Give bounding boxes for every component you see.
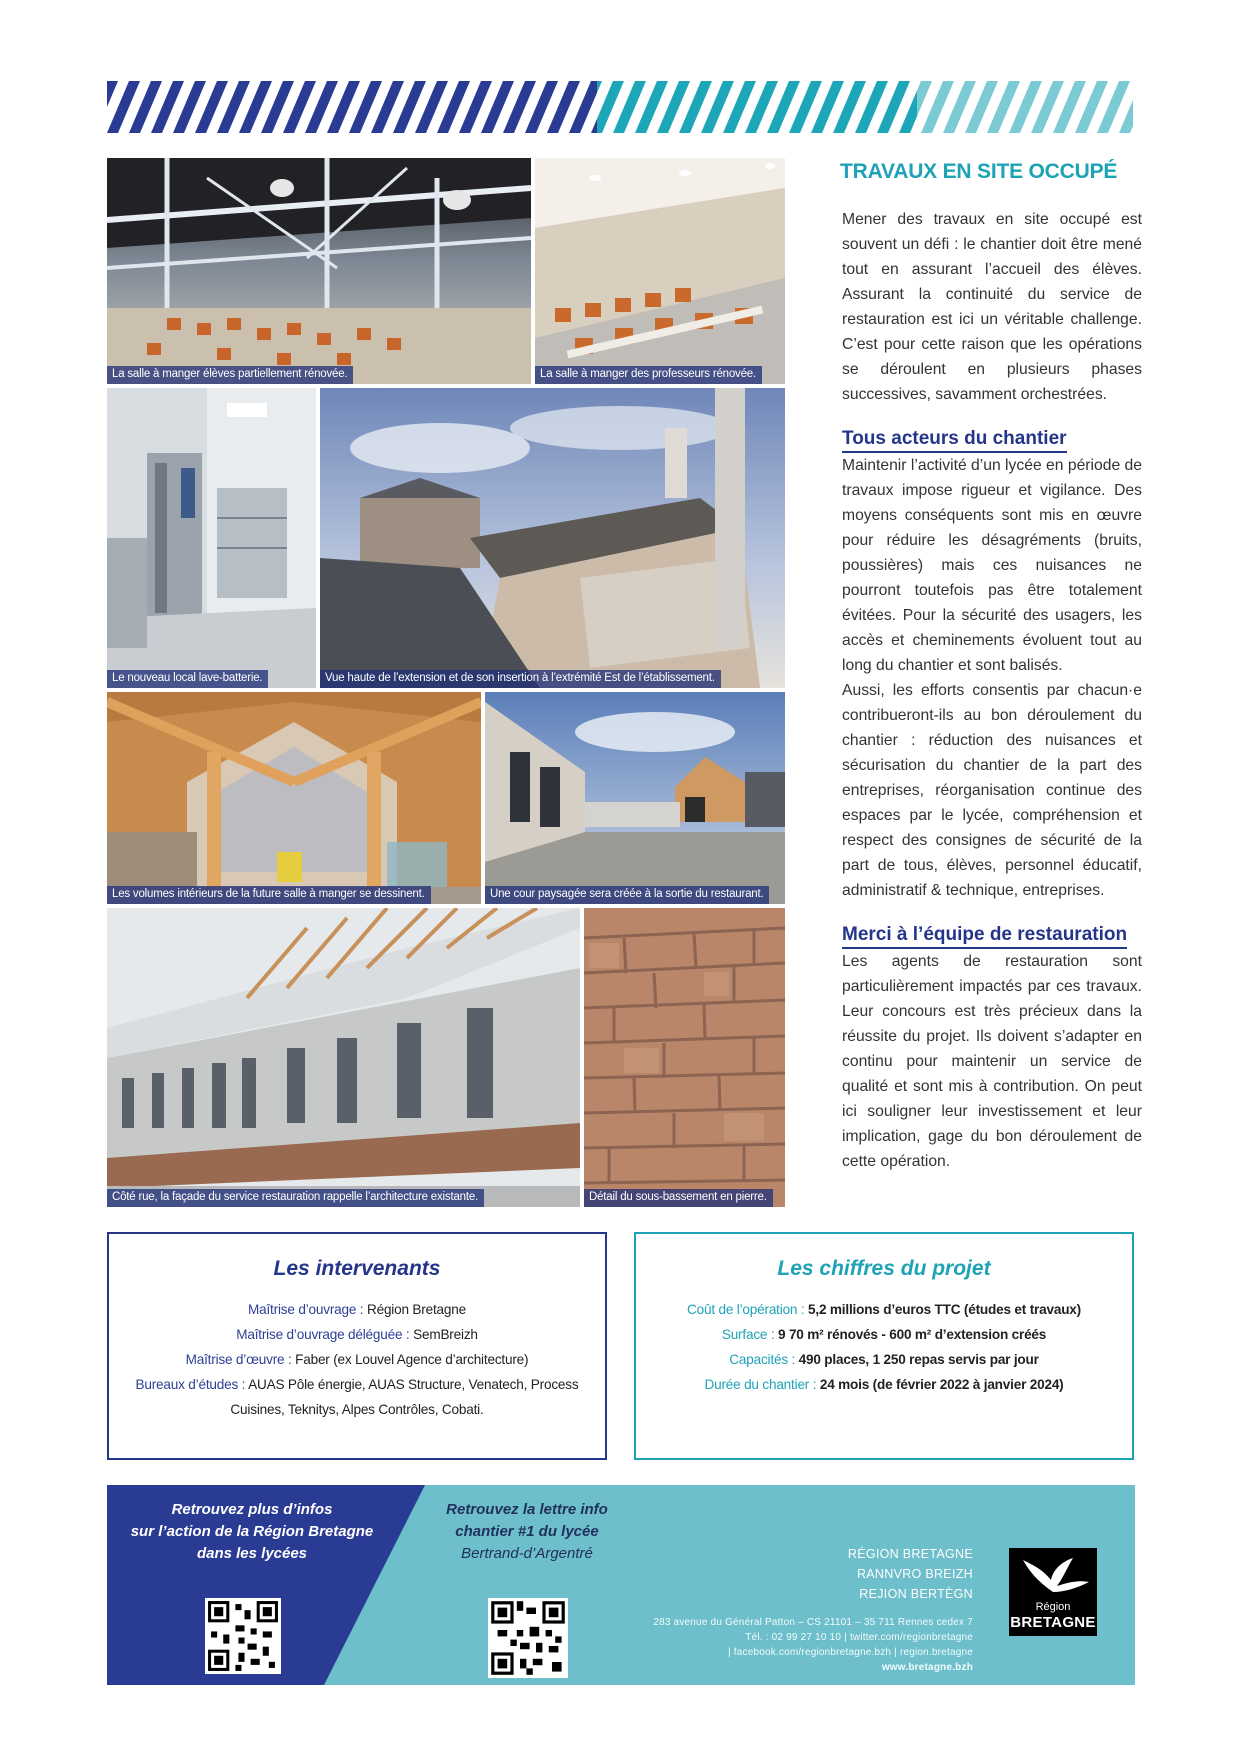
- footer-left-text: [117, 1499, 387, 1565]
- qr-code-lettre-info[interactable]: [488, 1598, 568, 1678]
- chiffre-row: [636, 1347, 1132, 1372]
- chiffre-value: 490 places, 1 250 repas servis par jour: [795, 1352, 1039, 1367]
- photo-caption: Détail du sous-bassement en pierre.: [584, 1189, 773, 1207]
- footer-left-line: dans les lycées: [196, 1545, 308, 1562]
- region-name-br: RANNVRO BREIZH: [856, 1567, 973, 1581]
- chiffres-title: Les chiffres du projet: [777, 1257, 991, 1280]
- photo-interior-volumes: [107, 692, 481, 904]
- footer-left-line: Retrouvez plus d’infos: [171, 1501, 333, 1518]
- article-column: [842, 160, 1142, 1174]
- photo-caption: La salle à manger des professeurs rénovée.: [535, 366, 762, 384]
- region-contact: [653, 1615, 973, 1675]
- intervenant-value: Région Bretagne: [363, 1302, 466, 1317]
- section-restauration-paragraph: Les agents de restauration sont particulièrement impactés par ces travaux. Leur concours est très précieux dans la réussite du projet. Ils doivent s’adapter en continu pour maintenir un service de qualité et sont mis à contribution. On peut ici souligner leur investissement et leur implication, gage du bon déroulement de cette opération.: [842, 953, 1142, 1170]
- photo-street-facade: [107, 908, 580, 1207]
- photo-caption: Les volumes intérieurs de la future salle à manger se dessinent.: [107, 886, 431, 904]
- photo-landscaped-courtyard: [485, 692, 785, 904]
- section-acteurs-paragraph-2: Aussi, les efforts consentis par chacun·e contribueront-ils au bon déroulement du chantier : réduction des nuisances et sécurisation du chantier de la part des entreprises, réorganisation continue des espaces par le lycée, compréhension et respect des consignes de sécurité de la part de tous, élèves, personnel éducatif, administratif & technique, entreprises.: [842, 682, 1142, 899]
- intro-paragraph: Mener des travaux en site occupé est souvent un défi : le chantier doit être mené tout en assurant l’accueil des élèves. Assurant la continuité du service de restauration est ici un véritable challenge. C’est pour cette raison que les opérations se déroulent en plusieurs phases successives, savamment orchestrées.: [842, 211, 1142, 403]
- photo-caption: La salle à manger élèves partiellement rénovée.: [107, 366, 353, 384]
- photo-stone-basement-detail: [584, 908, 785, 1207]
- chiffre-label: Capacités :: [729, 1352, 796, 1367]
- photo-teachers-dining-room: [535, 158, 785, 384]
- footer-left-line: sur l’action de la Région Bretagne: [130, 1523, 374, 1540]
- photo-student-dining-hall: [107, 158, 531, 384]
- intervenant-value: Cuisines, Teknitys, Alpes Contrôles, Cobati.: [230, 1402, 484, 1417]
- article-title: TRAVAUX EN SITE OCCUPÉ: [840, 160, 1118, 183]
- intervenant-value: SemBreizh: [409, 1327, 478, 1342]
- intervenant-row: [109, 1347, 605, 1372]
- chiffre-label: Durée du chantier :: [704, 1377, 817, 1392]
- intervenant-value: Faber (ex Louvel Agence d’architecture): [291, 1352, 529, 1367]
- intervenant-value: AUAS Pôle énergie, AUAS Structure, Venatech, Process: [245, 1377, 579, 1392]
- photo-dishwashing-room: [107, 388, 316, 688]
- chiffre-label: Surface :: [721, 1327, 775, 1342]
- chiffre-value: 24 mois (de février 2022 à janvier 2024): [816, 1377, 1064, 1392]
- intervenant-label: Maîtrise d’œuvre :: [185, 1352, 292, 1367]
- section-acteurs-paragraph-1: Maintenir l’activité d’un lycée en période de travaux impose rigueur et vigilance. Des moyens conséquents sont mis en œuvre pour réduire les désagréments (bruits, poussières) mais ces nuisances ne pourront toutefois pas être totalement évitées. Pour la sécurité des usagers, les accès et cheminements évoluent tout au long du chantier et sont balisés.: [842, 457, 1142, 674]
- region-name-ga: REJION BERTÈGN: [859, 1587, 973, 1601]
- intervenant-row: [109, 1322, 605, 1347]
- chiffre-row: [636, 1372, 1132, 1397]
- chiffres-box: [634, 1232, 1134, 1460]
- region-website[interactable]: www.bretagne.bzh: [881, 1662, 973, 1673]
- region-name-fr: RÉGION BRETAGNE: [847, 1547, 973, 1561]
- region-address: 283 avenue du Général Patton – CS 21101 – 35 711 Rennes cedex 7: [653, 1617, 973, 1628]
- footer-mid-line: Bertrand-d’Argentré: [461, 1545, 593, 1562]
- photo-caption: Le nouveau local lave-batterie.: [107, 670, 268, 688]
- intervenant-row: [109, 1397, 605, 1422]
- section-title-acteurs: Tous acteurs du chantier: [842, 427, 1067, 453]
- intervenant-row: [109, 1297, 605, 1322]
- photo-caption: Vue haute de l’extension et de son insertion à l’extrémité Est de l’établissement.: [320, 670, 721, 688]
- intervenants-title: Les intervenants: [273, 1257, 441, 1280]
- intervenants-list: [109, 1297, 605, 1422]
- logo-text-region: Région: [1035, 1601, 1071, 1613]
- qr-code-lycees[interactable]: [205, 1598, 281, 1674]
- intervenant-label: Bureaux d’études :: [135, 1377, 246, 1392]
- chiffres-list: [636, 1297, 1132, 1397]
- footer-mid-text: [437, 1499, 617, 1565]
- photo-caption: Côté rue, la façade du service restauration rappelle l’architecture existante.: [107, 1189, 484, 1207]
- photo-caption: Une cour paysagée sera créée à la sortie du restaurant.: [485, 886, 769, 904]
- section-title-restauration: Merci à l’équipe de restauration: [842, 923, 1127, 949]
- region-phone-twitter[interactable]: Tél. : 02 99 27 10 10 | twitter.com/regionbretagne: [745, 1632, 973, 1643]
- region-names: [848, 1544, 973, 1604]
- intervenant-label: Maîtrise d’ouvrage déléguée :: [236, 1327, 410, 1342]
- top-stripe-band: [107, 81, 1133, 133]
- region-bretagne-logo: [1009, 1548, 1097, 1636]
- chiffre-value: 9 70 m² rénovés - 600 m² d’extension créés: [774, 1327, 1047, 1342]
- chiffre-row: [636, 1322, 1132, 1347]
- photo-extension-aerial-view: [320, 388, 785, 688]
- footer-mid-line: Retrouvez la lettre info: [446, 1501, 608, 1518]
- intervenant-row: [109, 1372, 605, 1397]
- logo-text-bretagne: BRETAGNE: [1010, 1614, 1096, 1631]
- diagonal-stripes-decoration: [107, 81, 1133, 133]
- footer-mid-line: chantier #1 du lycée: [455, 1523, 599, 1540]
- ermine-bird-icon: [1009, 1552, 1097, 1602]
- chiffre-label: Coût de l’opération :: [686, 1302, 805, 1317]
- region-facebook-instagram[interactable]: | facebook.com/regionbretagne.bzh | region.bretagne: [728, 1647, 973, 1658]
- intervenants-box: [107, 1232, 607, 1460]
- chiffre-value: 5,2 millions d’euros TTC (études et travaux): [804, 1302, 1081, 1317]
- chiffre-row: [636, 1297, 1132, 1322]
- footer-band: [107, 1485, 1135, 1685]
- intervenant-label: Maîtrise d’ouvrage :: [248, 1302, 364, 1317]
